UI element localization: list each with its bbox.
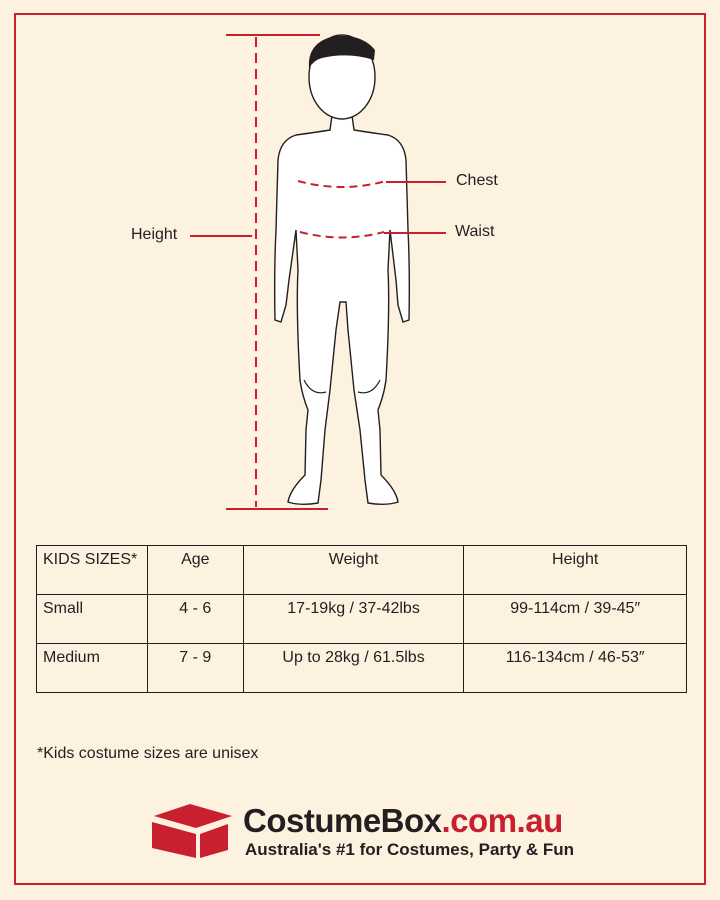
brand-name: CostumeBox xyxy=(243,802,442,839)
cell-age: 7 - 9 xyxy=(147,644,243,693)
brand-domain: .com.au xyxy=(441,802,563,839)
cell-size: Small xyxy=(37,595,148,644)
cell-weight: Up to 28kg / 61.5lbs xyxy=(243,644,464,693)
header-age: Age xyxy=(147,546,243,595)
cell-height: 99-114cm / 39-45″ xyxy=(464,595,687,644)
brand-logo-text xyxy=(243,803,563,839)
brand-tagline: Australia's #1 for Costumes, Party & Fun xyxy=(245,840,575,859)
cell-weight: 17-19kg / 37-42lbs xyxy=(243,595,464,644)
size-chart-table xyxy=(36,545,687,693)
cell-size: Medium xyxy=(37,644,148,693)
header-height: Height xyxy=(464,546,687,595)
table-row xyxy=(37,595,687,644)
waist-label: Waist xyxy=(455,223,495,240)
header-weight: Weight xyxy=(243,546,464,595)
table-header-row xyxy=(37,546,687,595)
height-label: Height xyxy=(131,226,178,243)
header-kids-sizes: KIDS SIZES* xyxy=(37,546,148,595)
costume-box-icon xyxy=(150,802,234,860)
table-row xyxy=(37,644,687,693)
chest-label: Chest xyxy=(456,172,498,189)
unisex-footnote: *Kids costume sizes are unisex xyxy=(37,745,259,762)
cell-height: 116-134cm / 46-53″ xyxy=(464,644,687,693)
child-body-outline xyxy=(275,35,410,504)
cell-age: 4 - 6 xyxy=(147,595,243,644)
